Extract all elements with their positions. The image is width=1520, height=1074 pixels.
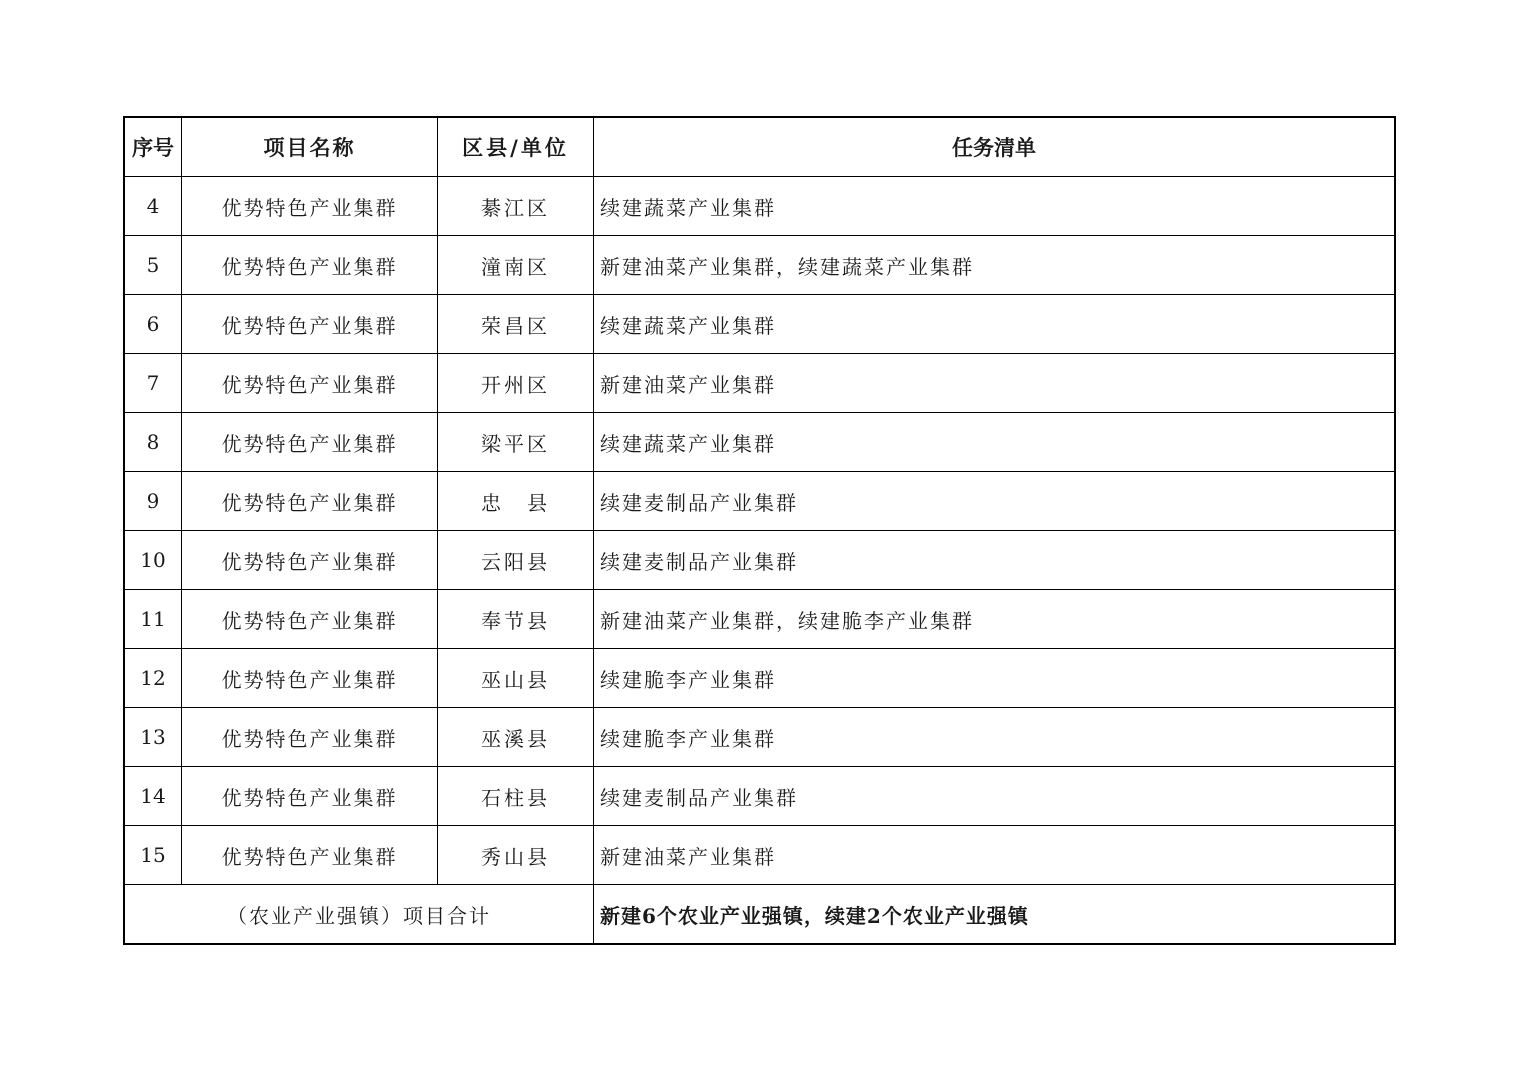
- table-row: [124, 531, 1395, 590]
- row-project-name: 优势特色产业集群: [182, 295, 438, 354]
- table-row: [124, 767, 1395, 826]
- header-row: [124, 117, 1395, 177]
- row-project-name: 优势特色产业集群: [182, 826, 438, 885]
- row-unit: 云阳县: [438, 531, 594, 590]
- row-task: 续建麦制品产业集群: [594, 472, 1396, 531]
- row-project-name: 优势特色产业集群: [182, 354, 438, 413]
- row-unit: 荣昌区: [438, 295, 594, 354]
- row-index: 6: [124, 295, 182, 354]
- total-task: 新建6个农业产业强镇，续建2个农业产业强镇: [594, 885, 1396, 945]
- row-unit: 秀山县: [438, 826, 594, 885]
- row-project-name: 优势特色产业集群: [182, 413, 438, 472]
- row-unit: 巫溪县: [438, 708, 594, 767]
- table-body: [124, 177, 1395, 945]
- task-list-table: [123, 116, 1396, 945]
- row-project-name: 优势特色产业集群: [182, 531, 438, 590]
- row-unit: 奉节县: [438, 590, 594, 649]
- row-index: 10: [124, 531, 182, 590]
- header-index: 序号: [124, 117, 182, 177]
- row-task: 续建脆李产业集群: [594, 708, 1396, 767]
- row-index: 12: [124, 649, 182, 708]
- row-unit: 石柱县: [438, 767, 594, 826]
- row-project-name: 优势特色产业集群: [182, 177, 438, 236]
- table-row: [124, 177, 1395, 236]
- table-header: [124, 117, 1395, 177]
- row-project-name: 优势特色产业集群: [182, 590, 438, 649]
- table-row: [124, 708, 1395, 767]
- row-project-name: 优势特色产业集群: [182, 708, 438, 767]
- row-index: 8: [124, 413, 182, 472]
- header-unit: 区县/单位: [438, 117, 594, 177]
- row-task: 续建麦制品产业集群: [594, 767, 1396, 826]
- row-task: 新建油菜产业集群，续建脆李产业集群: [594, 590, 1396, 649]
- row-index: 4: [124, 177, 182, 236]
- row-task: 续建麦制品产业集群: [594, 531, 1396, 590]
- row-task: 续建蔬菜产业集群: [594, 413, 1396, 472]
- table-row: [124, 590, 1395, 649]
- table-row: [124, 472, 1395, 531]
- table-row: [124, 236, 1395, 295]
- row-task: 续建蔬菜产业集群: [594, 295, 1396, 354]
- row-unit: 巫山县: [438, 649, 594, 708]
- row-task: 新建油菜产业集群: [594, 826, 1396, 885]
- table-row: [124, 295, 1395, 354]
- row-task: 新建油菜产业集群: [594, 354, 1396, 413]
- row-project-name: 优势特色产业集群: [182, 472, 438, 531]
- row-index: 13: [124, 708, 182, 767]
- row-index: 15: [124, 826, 182, 885]
- row-index: 9: [124, 472, 182, 531]
- row-unit: 开州区: [438, 354, 594, 413]
- table-row: [124, 649, 1395, 708]
- table-row: [124, 354, 1395, 413]
- table-row: [124, 413, 1395, 472]
- row-unit: 綦江区: [438, 177, 594, 236]
- row-unit: 忠 县: [438, 472, 594, 531]
- row-project-name: 优势特色产业集群: [182, 236, 438, 295]
- row-task: 续建脆李产业集群: [594, 649, 1396, 708]
- header-project-name: 项目名称: [182, 117, 438, 177]
- row-index: 7: [124, 354, 182, 413]
- row-index: 14: [124, 767, 182, 826]
- table-row: [124, 826, 1395, 885]
- row-unit: 潼南区: [438, 236, 594, 295]
- row-task: 新建油菜产业集群，续建蔬菜产业集群: [594, 236, 1396, 295]
- total-row: [124, 885, 1395, 945]
- row-index: 11: [124, 590, 182, 649]
- row-unit: 梁平区: [438, 413, 594, 472]
- row-project-name: 优势特色产业集群: [182, 649, 438, 708]
- row-project-name: 优势特色产业集群: [182, 767, 438, 826]
- total-label: （农业产业强镇）项目合计: [124, 885, 594, 945]
- row-task: 续建蔬菜产业集群: [594, 177, 1396, 236]
- row-index: 5: [124, 236, 182, 295]
- header-task-list: 任务清单: [594, 117, 1396, 177]
